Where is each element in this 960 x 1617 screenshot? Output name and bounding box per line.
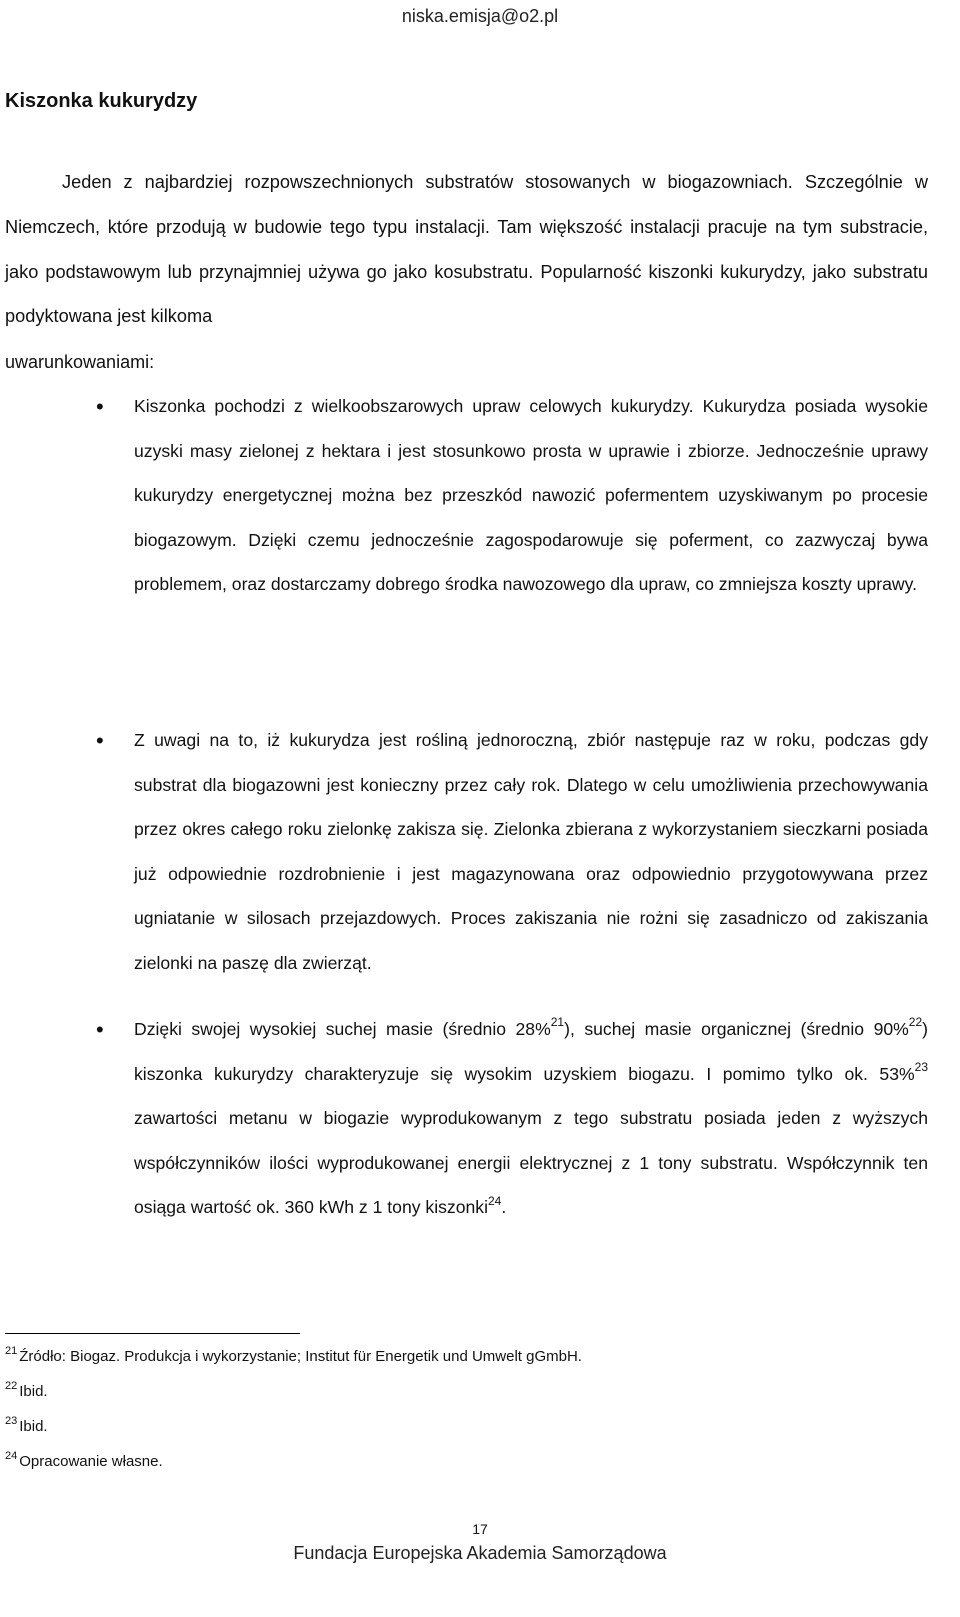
footnote-ref[interactable]: 21 [550,1015,565,1030]
footnote-number: 22 [5,1380,18,1392]
footnote [5,1415,582,1450]
footnote-ref[interactable]: 23 [914,1059,928,1074]
footnote-ref[interactable]: 24 [488,1193,502,1208]
footnote-list [5,1345,582,1485]
bullet-item [0,718,928,1007]
bullet-text-part: ), suchej masie organicznej (średnio 90% [564,1019,909,1039]
bullet-icon: • [96,394,104,419]
bullet-item [0,1007,928,1230]
bullet-text: Z uwagi na to, iż kukurydza jest rośliną jednoroczną, zbiór następuje raz w roku, podczas gdy substrat dla biogazowni jest konieczny przez cały rok. Dlatego w celu umożliwienia przechowywania przez okres całego roku zielonkę zakisza się. Zielonka zbierana z wykorzystaniem sieczkarni posiada już odpowiednie rozdrobnienie i jest magazynowana oraz odpowiednio przygotowywana przez ugniatanie w silosach przejazdowych. Proces zakiszania nie rożni się zasadniczo od zakiszania zielonki na paszę dla zwierząt. [134,730,928,973]
section-title: Kiszonka kukurydzy [5,90,198,112]
bullet-text [134,1007,928,1230]
footnote-number: 23 [5,1415,18,1427]
footnote-number: 24 [5,1450,18,1462]
bullet-text-part: zawartości metanu w biogazie wyprodukowanym z tego substratu posiada jeden z wyższych współczynników ilości wyprodukowanej energii elektrycznej z 1 tony substratu. Współczynnik ten osiąga wartość ok. 360 kWh z 1 tony kiszonki [134,1108,928,1218]
footnote-ref[interactable]: 22 [908,1015,923,1030]
intro-paragraph-end: uwarunkowaniami: [5,352,155,372]
footnote [5,1345,582,1380]
footnote-text: Opracowanie własne. [19,1453,163,1470]
footnote-divider [5,1333,300,1334]
footnote [5,1380,582,1415]
footnote-text: Ibid. [19,1383,48,1400]
header-email: niska.emisja@o2.pl [401,6,559,26]
page-number: 17 [472,1521,488,1537]
footnote [5,1450,582,1485]
footnote-text: Ibid. [19,1418,48,1435]
footer-organization: Fundacja Europejska Akademia Samorządowa [293,1543,667,1563]
bullet-text-part: ) kiszonka kukurydzy charakteryzuje się wysokim uzyskiem biogazu. I pomimo tylko ok. 53% [134,1019,929,1084]
intro-paragraph: Jeden z najbardziej rozpowszechnionych substratów stosowanych w biogazowniach. Szczególnie w Niemczech, które przodują w budowie tego typu instalacji. Tam większość instalacji pracuje na tym substracie, jako podstawowym lub przynajmniej używa go jako kosubstratu. Popularność kiszonki kukurydzy, jako substratu podyktowana jest kilkoma [5,172,928,327]
bullet-list [0,384,960,1230]
bullet-text: Kiszonka pochodzi z wielkoobszarowych upraw celowych kukurydzy. Kukurydza posiada wysokie uzyski masy zielonej z hektara i jest stosunkowo prosta w uprawie i zbiorze. Jednocześnie uprawy kukurydzy energetycznej można bez przeszkód nawozić pofermentem uzyskiwanym po procesie biogazowym. Dzięki czemu jednocześnie zagospodarowuje się poferment, co zazwyczaj bywa problemem, oraz dostarczamy dobrego środka nawozowego dla upraw, co zmniejsza koszty uprawy. [134,396,928,595]
footnote-number: 21 [5,1345,18,1357]
bullet-text-part: . [501,1197,507,1218]
bullet-icon: • [96,728,104,753]
footnote-text: Źródło: Biogaz. Produkcja i wykorzystanie; Institut für Energetik und Umwelt gGmbH. [19,1348,582,1365]
bullet-item [0,384,928,718]
bullet-text-part: Dzięki swojej wysokiej suchej masie (średnio 28% [134,1019,551,1039]
bullet-icon: • [96,1017,104,1042]
